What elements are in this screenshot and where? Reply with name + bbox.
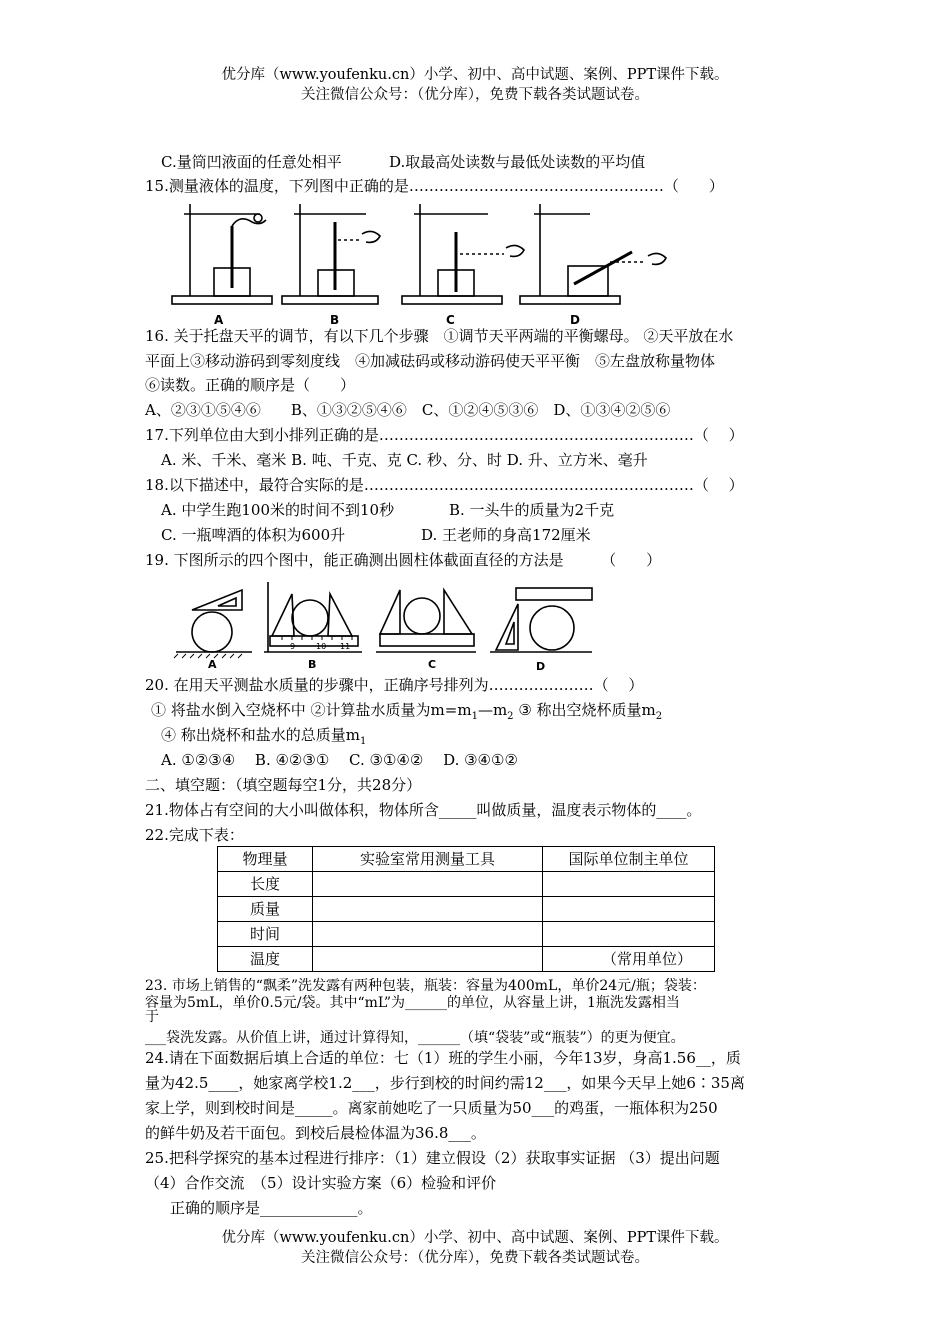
table-row xyxy=(218,922,715,947)
q15-thermometer-figure xyxy=(170,196,695,328)
table-row xyxy=(218,947,715,972)
table-row-label: 时间 xyxy=(218,922,313,947)
answer-cell[interactable] xyxy=(543,922,715,947)
q19-ruler-10: 10 xyxy=(316,642,327,651)
q22-table xyxy=(217,846,715,972)
q17-options: A. 米、千米、毫米 B. 吨、千克、克 C. 秒、分、时 D. 升、立方米、毫升 xyxy=(161,451,648,469)
q16-line-3: ⑥读数。正确的顺序是（ ） xyxy=(145,376,356,394)
q24-line-2: 量为42.5____，她家离学校1.2___，步行到校的时间约需12___，如果今天早上她6∶35离 xyxy=(145,1074,745,1092)
answer-cell[interactable] xyxy=(313,922,543,947)
q19-diameter-figure xyxy=(172,580,604,672)
q20-question: 20. 在用天平测盐水质量的步骤中，正确序号排列为…………………（ ） xyxy=(145,676,644,694)
header-line-2: 关注微信公众号：（优分库），免费下载各类试题试卷。 xyxy=(301,87,649,103)
footer-line-1: 优分库（www.youfenku.cn）小学、初中、高中试题、案例、PPT课件下载。 xyxy=(221,1230,729,1246)
table-row xyxy=(218,872,715,897)
q18-option-c: C. 一瓶啤酒的体积为600升 xyxy=(161,526,346,544)
q24-line-1: 24.请在下面数据后填上合适的单位：七（1）班的学生小丽，今年13岁，身高1.56__，质 xyxy=(145,1049,741,1067)
table-header-cell: 物理量 xyxy=(218,847,313,872)
q16-line-2: 平面上③移动游码到零刻度线 ④加减砝码或移动游码使天平平衡 ⑤左盘放称量物体 xyxy=(145,352,716,370)
q21-question: 21.物体占有空间的大小叫做体积，物体所含_____叫做质量，温度表示物体的____。 xyxy=(145,801,702,819)
q15-label-d: D xyxy=(570,313,580,327)
q23-line-3: ___袋洗发露。从价值上讲，通过计算得知，______（填“袋装”或“瓶装”）的更为便宜。 xyxy=(145,1030,685,1046)
table-row-label: 质量 xyxy=(218,897,313,922)
table-header-row xyxy=(218,847,715,872)
q24-line-3: 家上学，则到校时间是_____。离家前她吃了一只质量为50___的鸡蛋，一瓶体积为250 xyxy=(145,1099,718,1117)
q15-label-a: A xyxy=(214,313,224,327)
q17-question: 17.下列单位由大到小排列正确的是………………………………………………………（ ） xyxy=(145,426,744,444)
answer-cell[interactable] xyxy=(543,897,715,922)
answer-cell[interactable] xyxy=(313,947,543,972)
q20-options: A. ①②③④ B. ④②③① C. ③①④② D. ③④①② xyxy=(161,751,518,769)
answer-cell[interactable] xyxy=(543,872,715,897)
q19-question: 19. 下图所示的四个图中，能正确测出圆柱体截面直径的方法是 （ ） xyxy=(145,551,662,569)
q22-question: 22.完成下表： xyxy=(145,826,244,844)
table-row-label: 温度 xyxy=(218,947,313,972)
table-header-cell: 实验室常用测量工具 xyxy=(313,847,543,872)
q19-label-d: D xyxy=(536,660,546,672)
q16-options: A、②③①⑤④⑥ B、①③②⑤④⑥ C、①②④⑤③⑥ D、①③④②⑤⑥ xyxy=(145,401,671,419)
q18-question: 18.以下描述中，最符合实际的是…………………………………………………………（ ） xyxy=(145,476,744,494)
section-2-title: 二、填空题：（填空题每空1分，共28分） xyxy=(145,776,422,794)
table-header-cell: 国际单位制主单位 xyxy=(543,847,715,872)
q24-line-4: 的鲜牛奶及若干面包。到校后晨检体温为36.8___。 xyxy=(145,1124,486,1142)
q16-line-1: 16. 关于托盘天平的调节，有以下几个步骤 ①调节天平两端的平衡螺母。 ②天平放在水 xyxy=(145,327,734,345)
q23-line-2: 容量为5mL，单价0.5元/袋。其中“mL”为______的单位，从容量上讲，1瓶洗发露相当 xyxy=(145,995,680,1011)
q19-label-a: A xyxy=(208,658,217,671)
answer-cell[interactable] xyxy=(313,897,543,922)
q18-option-a: A. 中学生跑100米的时间不到10秒 xyxy=(161,501,395,519)
q15-label-b: B xyxy=(330,313,340,327)
q20-steps-line-2: ④ 称出烧杯和盐水的总质量$m_1$ xyxy=(161,726,367,747)
q14-option-d: D.取最高处读数与最低处读数的平均值 xyxy=(389,153,646,171)
footer-line-2: 关注微信公众号：（优分库），免费下载各类试题试卷。 xyxy=(301,1250,649,1266)
q19-label-c: C xyxy=(428,658,437,671)
table-row xyxy=(218,897,715,922)
q19-ruler-9: 9 xyxy=(290,642,296,651)
q25-line-1: 25.把科学探究的基本过程进行排序：（1）建立假设（2）获取事实证据 （3）提出问题 xyxy=(145,1149,720,1167)
answer-cell[interactable] xyxy=(313,872,543,897)
q14-option-c: C.量筒凹液面的任意处相平 xyxy=(161,153,342,171)
q19-ruler-11: 11 xyxy=(340,642,351,651)
q15-question: 15.测量液体的温度，下列图中正确的是……………………………………………（ ） xyxy=(145,177,724,195)
q23-line-2b: 于 xyxy=(145,1009,159,1025)
q18-option-d: D. 王老师的身高172厘米 xyxy=(421,526,591,544)
q25-line-2: （4）合作交流 （5）设计实验方案（6）检验和评价 xyxy=(145,1174,497,1192)
q19-label-b: B xyxy=(308,658,317,671)
table-row-label: 长度 xyxy=(218,872,313,897)
common-unit-note: （常用单位） xyxy=(543,947,715,972)
q20-steps-line-1: ① 将盐水倒入空烧杯中 ②计算盐水质量为$m=m_1—m_2$ ③ 称出空烧杯质量$m_2$ xyxy=(151,701,663,722)
q25-line-3: 正确的顺序是_____________。 xyxy=(170,1199,373,1217)
q15-label-c: C xyxy=(446,313,455,327)
q23-line-1: 23. 市场上销售的“飘柔”洗发露有两种包装，瓶装：容量为400mL，单价24元/瓶；袋装： xyxy=(145,978,706,994)
q18-option-b: B. 一头牛的质量为2千克 xyxy=(449,501,615,519)
header-line-1: 优分库（www.youfenku.cn）小学、初中、高中试题、案例、PPT课件下载。 xyxy=(221,67,729,83)
